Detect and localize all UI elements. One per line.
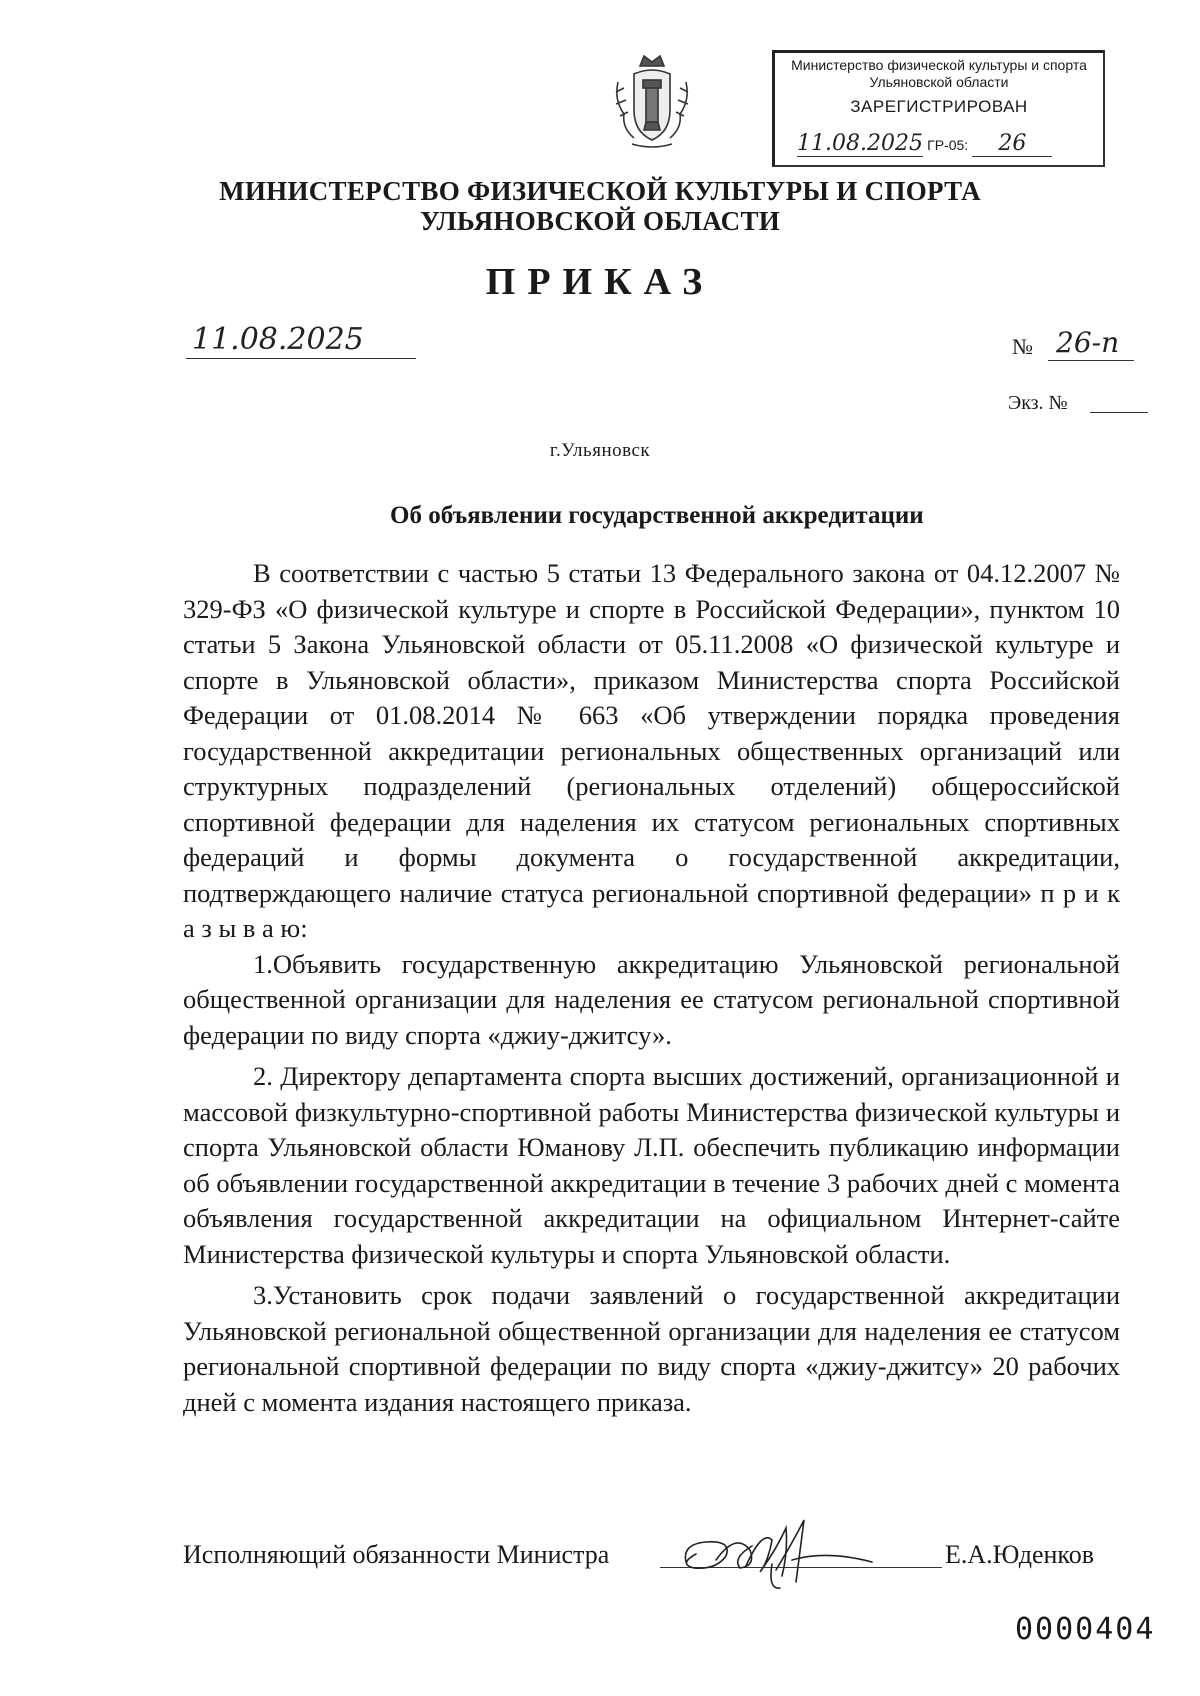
handwritten-signature — [676, 1510, 886, 1594]
body-paragraph-item-1: 1.Объявить государственную аккредитацию Ульяновской региональной общественной организации для наделения ее статусом региональной спортивной федерации по виду спорта «джиу-джитсу». — [183, 948, 1120, 1050]
order-number-field — [1048, 326, 1134, 361]
body-paragraph-item-3: 3.Установить срок подачи заявлений о государственной аккредитации Ульяновской региональной общественной организации для наделения ее статусом региональной спортивной федерации по виду спорта «джиу-джитсу» 20 рабочих дней с момента издания настоящего приказа. — [183, 1280, 1120, 1417]
copy-number-blank — [1090, 412, 1148, 413]
body-paragraph-item-2: 2. Директору департамента спорта высших достижений, организационной и массовой физкультурно-спортивной работы Министерства физической культуры и спорта Ульяновской области Юманову Л.П. обеспечить публикацию информации об объявлении государственной аккредитации в течение 3 рабочих дней с момента объявления государственной аккредитации на официальном Интернет-сайте Министерства физической культуры и спорта Ульяновской области. — [183, 1061, 1120, 1269]
stamp-org-line2: Ульяновской области — [869, 74, 1009, 90]
order-date-field — [186, 322, 416, 359]
stamp-org-line1: Министерство физической культуры и спорта — [791, 57, 1087, 73]
ministry-name-line1: МИНИСТЕРСТВО ФИЗИЧЕСКОЙ КУЛЬТУРЫ И СПОРТА — [219, 176, 981, 206]
document-type-title: ПРИКАЗ — [485, 261, 715, 303]
registration-stamp — [772, 50, 1105, 167]
order-date: 11.08.2025 — [192, 322, 364, 357]
ministry-name-line2: УЛЬЯНОВСКОЙ ОБЛАСТИ — [419, 206, 781, 236]
order-number: 26-п — [1056, 326, 1120, 359]
order-number-label: № — [1012, 334, 1033, 359]
document-serial-number: 0000404 — [1015, 1612, 1156, 1647]
stamp-registration-line — [797, 131, 1087, 157]
order-subject: Об объявлении государственной аккредитации — [390, 502, 924, 529]
signatory-name: Е.А.Юденков — [945, 1540, 1095, 1569]
city-label: г.Ульяновск — [549, 440, 651, 461]
stamp-reg-prefix: ГР-05: — [927, 137, 969, 153]
body-paragraph-preamble: В соответствии с частью 5 статьи 13 Федерального закона от 04.12.2007 № 329-ФЗ «О физической культуре и спорте в Российской Федерации», пунктом 10 статьи 5 Закона Ульяновской области от 05.11.2008 «О физической культуре и спорте в Ульяновской области», приказом Министерства спорта Российской Федерации от 01.08.2014 № 663 «Об утверждении порядка проведения государственной аккредитации региональных общественных организаций или структурных подразделений (региональных отделений) общероссийской спортивной федерации для наделения их статусом региональных спортивных федераций и формы документа о государственной аккредитации, подтверждающего наличие статуса региональной спортивной федерации» п р и к а з ы в а ю: — [183, 558, 1120, 943]
stamp-reg-number: 26 — [972, 131, 1052, 157]
coat-of-arms-emblem — [610, 52, 694, 150]
stamp-status: ЗАРЕГИСТРИРОВАН — [850, 97, 1028, 116]
copy-number-label: Экз. № — [1008, 392, 1068, 414]
order-body — [183, 556, 1120, 1420]
signatory-title: Исполняющий обязанности Министра — [183, 1540, 610, 1569]
stamp-reg-date: 11.08.2025 — [797, 131, 923, 156]
